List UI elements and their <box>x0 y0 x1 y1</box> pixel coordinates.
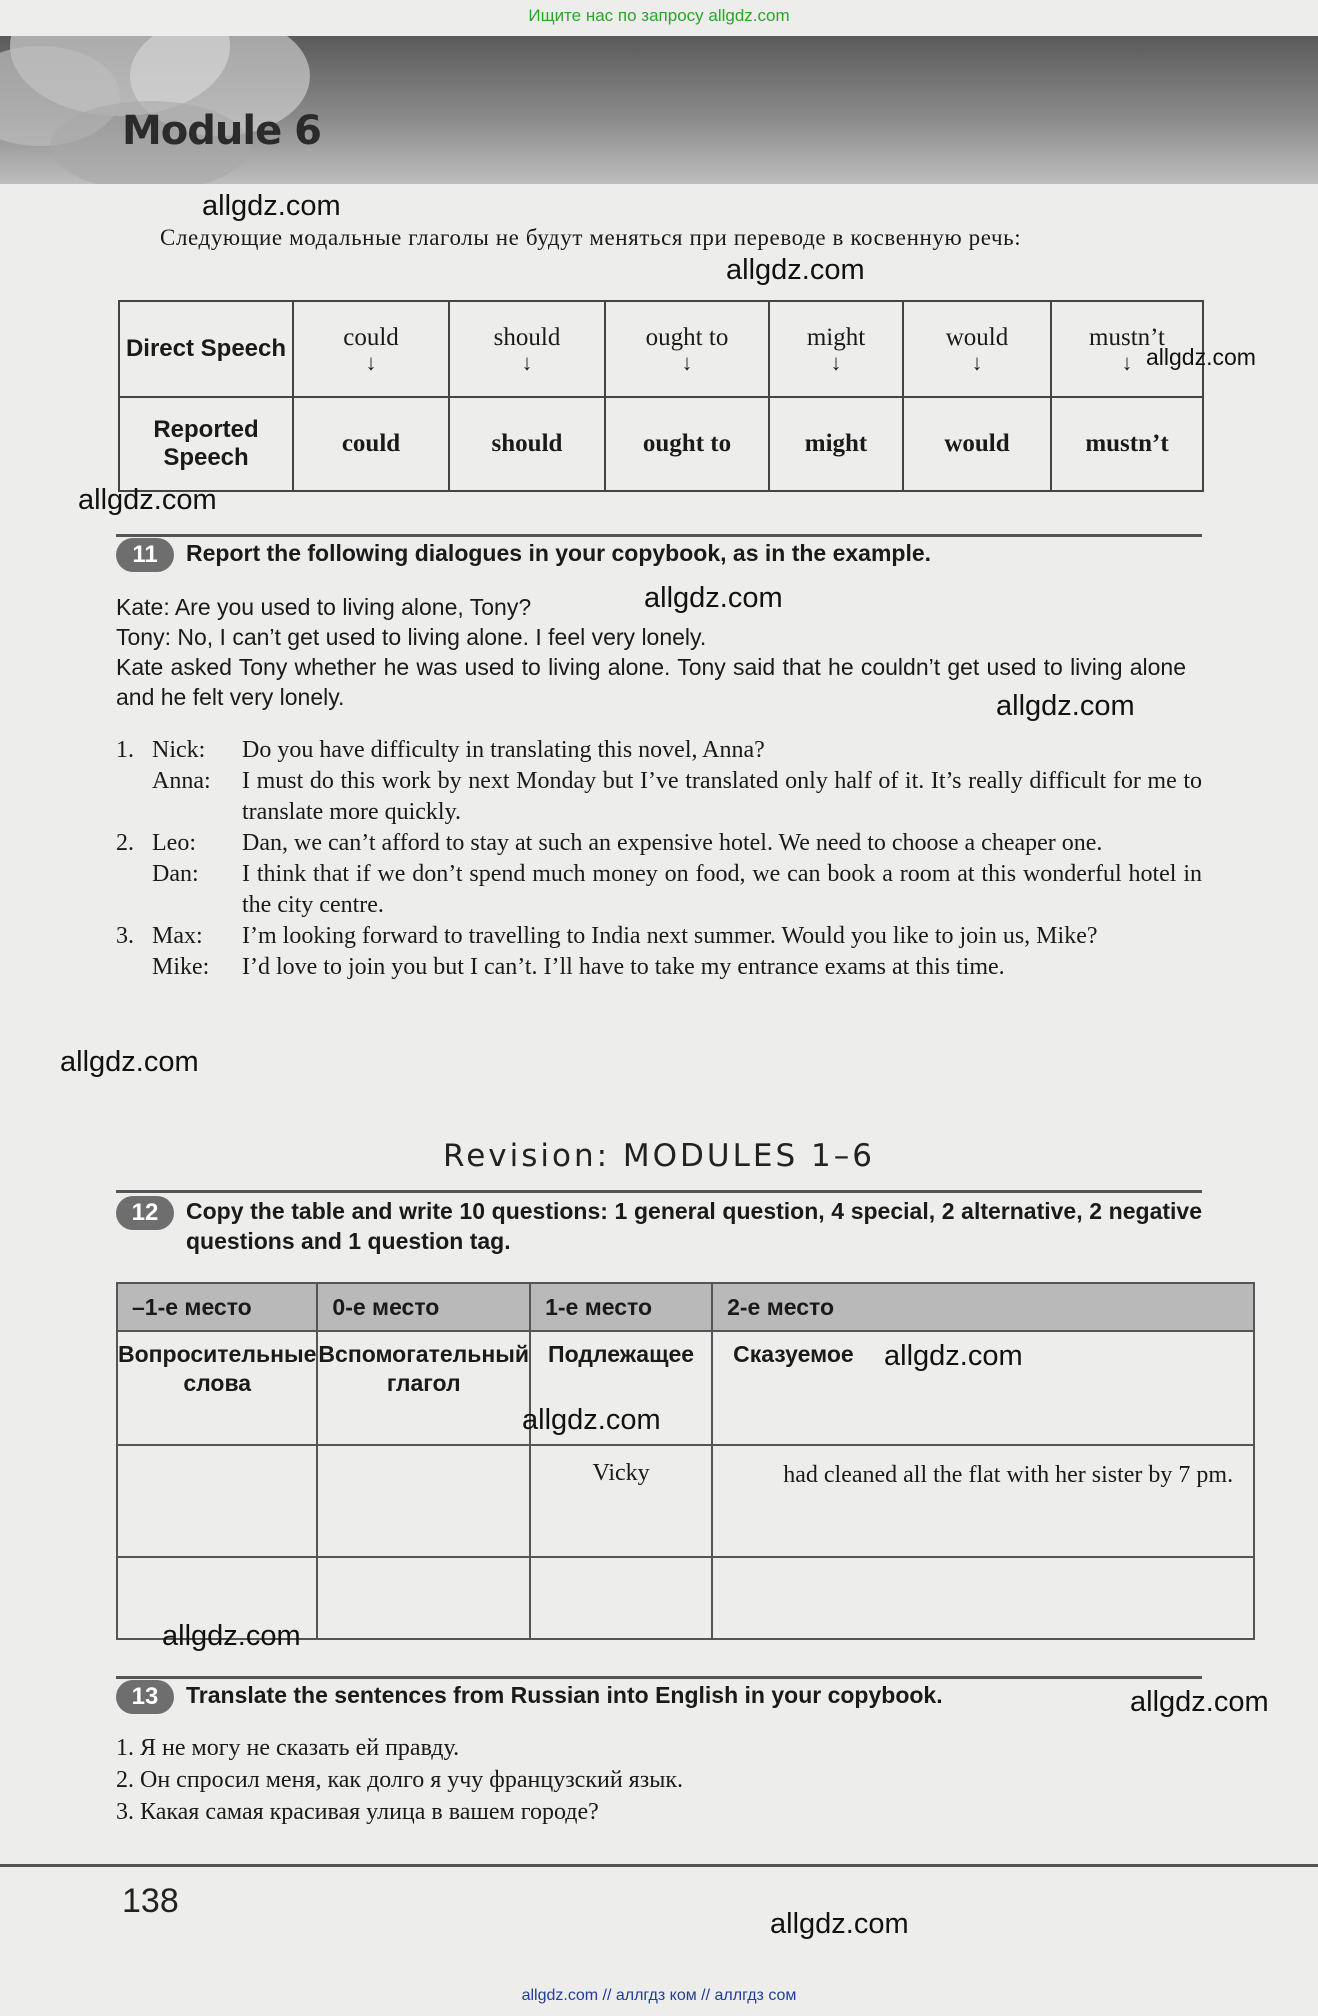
watermark: allgdz.com <box>1146 344 1256 370</box>
reported-speech-header: Reported Speech <box>119 397 293 491</box>
top-search-link[interactable]: Ищите нас по запросу allgdz.com <box>528 6 790 25</box>
modal-cell: could <box>293 397 449 491</box>
table-header: 2-е место <box>712 1283 1254 1331</box>
dialogue-line: 1. Nick: Do you have difficulty in translating this novel, Anna? <box>116 737 765 763</box>
modal-cell: ought to ↓ <box>605 301 769 397</box>
exercise-11-heading: 11 Report the following dialogues in your copybook, as in the example. <box>116 538 1202 572</box>
example-dialogue: Kate: Are you used to living alone, Tony? Tony: No, I can’t get used to living alone. I feel very lonely. Kate asked Tony whether he was used to living alone. Tony said that he couldn’t get used to living alone and he felt very lonely. <box>116 594 1186 710</box>
divider <box>116 534 1202 537</box>
table-subheader: Подлежащее <box>530 1331 712 1445</box>
table-cell <box>317 1557 530 1639</box>
watermark: allgdz.com <box>726 254 865 286</box>
watermark: allgdz.com <box>522 1404 661 1436</box>
list-item: 2. Он спросил меня, как долго я учу французский язык. <box>116 1767 683 1793</box>
watermark: allgdz.com <box>996 690 1135 722</box>
dialogue-line: 3. Max: I’m looking forward to travelling to India next summer. Would you like to join us, Mike? <box>116 923 1098 949</box>
table-subheader: Вспомогательный глагол <box>317 1331 530 1445</box>
watermark: allgdz.com <box>162 1620 301 1652</box>
table-cell <box>117 1445 317 1557</box>
arrow-down-icon: ↓ <box>971 350 983 375</box>
modal-cell: ought to <box>605 397 769 491</box>
table-cell <box>712 1557 1254 1639</box>
arrow-down-icon: ↓ <box>681 350 693 375</box>
translation-list <box>116 1732 1202 1828</box>
exercise-number: 13 <box>116 1680 174 1714</box>
watermark: allgdz.com <box>1130 1686 1269 1718</box>
table-cell: Vicky <box>530 1445 712 1557</box>
modal-cell: mustn’t <box>1051 397 1203 491</box>
table-subheader: Сказуемое <box>712 1331 1254 1445</box>
questions-table <box>116 1282 1255 1640</box>
watermark: allgdz.com <box>884 1340 1023 1372</box>
arrow-down-icon: ↓ <box>365 350 377 375</box>
modal-verbs-table <box>118 300 1204 492</box>
exercise-12-heading: 12 Copy the table and write 10 questions: 1 general question, 4 special, 2 alternative, 2 negative questions and 1 question tag. <box>116 1196 1202 1256</box>
watermark: allgdz.com <box>202 190 341 222</box>
arrow-down-icon: ↓ <box>830 350 842 375</box>
table-cell <box>317 1445 530 1557</box>
watermark: allgdz.com <box>644 582 783 614</box>
divider <box>116 1676 1202 1679</box>
dialogue-line: Anna: I must do this work by next Monday but I’ve translated only half of it. It’s really difficult for me to translate more quickly. <box>152 768 1202 825</box>
modal-cell: mustn’t ↓ <box>1051 301 1203 397</box>
footer-links[interactable]: allgdz.com // аллгдз ком // аллгдз сом <box>521 1987 797 2004</box>
dialogues-list <box>116 735 1202 983</box>
divider <box>0 1864 1318 1867</box>
table-header: –1-е место <box>117 1283 317 1331</box>
table-subheader: Вопросительные слова <box>117 1331 317 1445</box>
exercise-number: 12 <box>116 1196 174 1230</box>
arrow-down-icon: ↓ <box>521 350 533 375</box>
modal-cell: could ↓ <box>293 301 449 397</box>
list-item: 3. Какая самая красивая улица в вашем городе? <box>116 1799 599 1825</box>
table-header: 1-е место <box>530 1283 712 1331</box>
module-title: Module 6 <box>122 108 321 154</box>
dialogue-line: 2. Leo: Dan, we can’t afford to stay at such an expensive hotel. We need to choose a cheaper one. <box>116 830 1103 856</box>
modal-cell: would ↓ <box>903 301 1051 397</box>
arrow-down-icon: ↓ <box>1121 350 1133 375</box>
divider <box>116 1190 1202 1193</box>
dialogue-line: Dan: I think that if we don’t spend much money on food, we can book a room at this wonderful hotel in the city centre. <box>152 861 1202 918</box>
page-number: 138 <box>122 1882 179 1920</box>
watermark: allgdz.com <box>78 484 217 516</box>
revision-title: Revision: MODULES 1–6 <box>443 1138 875 1174</box>
dialogue-line: Mike: I’d love to join you but I can’t. I’ll have to take my entrance exams at this time. <box>152 954 1005 980</box>
modal-cell: might <box>769 397 903 491</box>
exercise-number: 11 <box>116 538 174 572</box>
watermark: allgdz.com <box>770 1908 909 1940</box>
table-header: 0-е место <box>317 1283 530 1331</box>
modal-cell: should <box>449 397 605 491</box>
table-cell: had cleaned all the flat with her sister by 7 pm. <box>712 1445 1254 1557</box>
watermark: allgdz.com <box>60 1046 199 1078</box>
list-item: 1. Я не могу не сказать ей правду. <box>116 1735 460 1761</box>
table-cell <box>530 1557 712 1639</box>
intro-text: Следующие модальные глаголы не будут меняться при переводе в косвенную речь: <box>160 225 1022 250</box>
exercise-13-heading: 13 Translate the sentences from Russian into English in your copybook. <box>116 1680 1136 1714</box>
direct-speech-header: Direct Speech <box>119 301 293 397</box>
modal-cell: should ↓ <box>449 301 605 397</box>
modal-cell: would <box>903 397 1051 491</box>
modal-cell: might ↓ <box>769 301 903 397</box>
